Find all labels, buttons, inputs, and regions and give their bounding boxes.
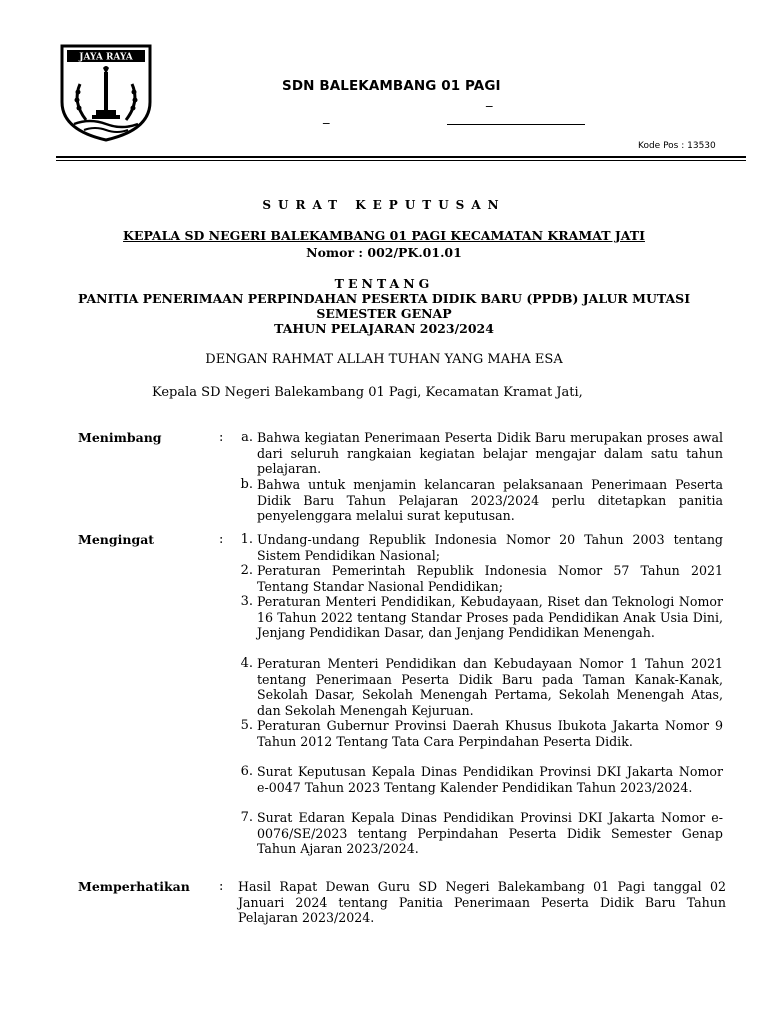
mengingat-item-no: 3. [240,594,253,609]
subject-heading: PANITIA PENERIMAAN PERPINDAHAN PESERTA DIDIK BARU (PPDB) JALUR MUTASI [77,291,691,306]
mengingat-item-no: 2. [240,563,253,578]
tentang-heading: TENTANG [334,276,434,291]
mengingat-item-text: Peraturan Menteri Pendidikan, Kebudayaan, Riset dan Teknologi Nomor 16 Tahun 2022 tentang Standar Proses pada Pendidikan Anak Usia Dini, Jenjang Pendidikan Dasar, dan Jenjang Pendidikan Menengah. [257,594,723,640]
issuer-heading: KEPALA SD NEGERI BALEKAMBANG 01 PAGI KECAMATAN KRAMAT JATI [123,228,645,243]
blank-line-2: _ [323,110,330,125]
year-heading: TAHUN PELAJARAN 2023/2024 [274,321,494,336]
mengingat-item-text: Peraturan Gubernur Provinsi Daerah Khusus Ibukota Jakarta Nomor 9 Tahun 2012 Tentang Tata Cara Perpindahan Peserta Didik. [257,718,723,749]
intro-line: Kepala SD Negeri Balekambang 01 Pagi, Kecamatan Kramat Jati, [152,385,583,400]
letterhead-rule-thin [56,160,746,161]
blank-underline [447,124,585,125]
jaya-raya-logo [60,44,152,142]
document-number: Nomor : 002/PK.01.01 [306,245,462,260]
menimbang-item-no: a. [241,430,253,445]
document-title: SURAT KEPUTUSAN [262,198,506,212]
menimbang-item-text: Bahwa untuk menjamin kelancaran pelaksanaan Penerimaan Peserta Didik Baru Tahun Pelajaran 2023/2024 perlu ditetapkan panitia penyelenggara melalui surat keputusan. [257,477,723,523]
memperhatikan-text: Hasil Rapat Dewan Guru SD Negeri Balekambang 01 Pagi tanggal 02 Januari 2024 tentang Panitia Penerimaan Peserta Didik Baru Tahun Pelajaran 2023/2024. [238,879,726,925]
mengingat-item-no: 7. [240,810,253,825]
menimbang-colon: : [219,430,224,445]
memperhatikan-colon: : [219,879,224,894]
mengingat-label: Mengingat [78,532,155,547]
mengingat-item-no: 1. [240,532,253,547]
mengingat-colon: : [219,532,224,547]
school-name: SDN BALEKAMBANG 01 PAGI [282,78,501,94]
semester-heading: SEMESTER GENAP [316,306,452,321]
blank-line-1: _ [486,93,493,108]
menimbang-label: Menimbang [78,430,162,445]
mengingat-item-text: Undang-undang Republik Indonesia Nomor 20 Tahun 2003 tentang Sistem Pendidikan Nasional; [257,532,723,563]
invocation: DENGAN RAHMAT ALLAH TUHAN YANG MAHA ESA [205,352,563,367]
mengingat-item-no: 4. [240,656,253,671]
mengingat-item-text: Peraturan Menteri Pendidikan dan Kebudayaan Nomor 1 Tahun 2021 tentang Penerimaan Peserta Didik Baru pada Taman Kanak-Kanak, Sekolah Dasar, Sekolah Menengah Pertama, Sekolah Menengah Atas, dan Sekolah Menengah Kejuruan. [257,656,723,718]
kode-pos: Kode Pos : 13530 [638,141,716,151]
memperhatikan-label: Memperhatikan [78,879,190,894]
menimbang-item-text: Bahwa kegiatan Penerimaan Peserta Didik Baru merupakan proses awal dari seluruh rangkaian kegiatan belajar mengajar dalam satu tahun pelajaran. [257,430,723,476]
mengingat-item-text: Peraturan Pemerintah Republik Indonesia Nomor 57 Tahun 2021 Tentang Standar Nasional Pendidikan; [257,563,723,594]
letterhead-rule-thick [56,156,746,158]
mengingat-item-no: 6. [240,764,253,779]
mengingat-item-no: 5. [240,718,253,733]
mengingat-item-text: Surat Keputusan Kepala Dinas Pendidikan Provinsi DKI Jakarta Nomor e-0047 Tahun 2023 Tentang Kalender Pendidikan Tahun 2023/2024. [257,764,723,795]
logo-text: JAYA RAYA [79,52,133,63]
menimbang-item-no: b. [240,477,253,492]
mengingat-item-text: Surat Edaran Kepala Dinas Pendidikan Provinsi DKI Jakarta Nomor e-0076/SE/2023 tentang Perpindahan Peserta Didik Semester Genap Tahun Ajaran 2023/2024. [257,810,723,856]
